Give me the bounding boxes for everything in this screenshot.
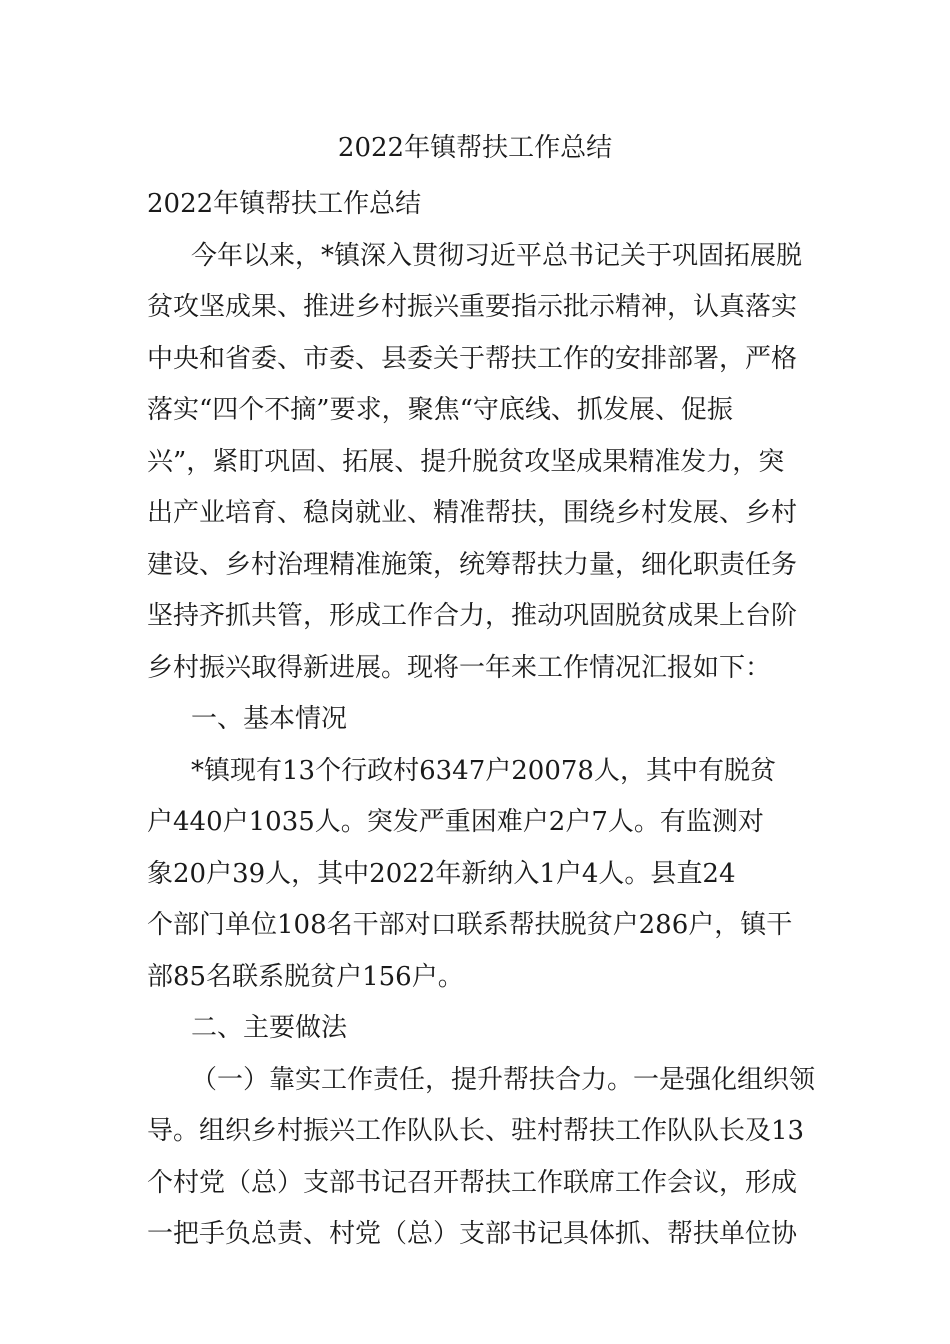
subtitle-line: 2022年镇帮扶工作总结 xyxy=(147,189,422,219)
paragraph-line: 出产业培育、稳岗就业、精准帮扶，围绕乡村发展、乡村 xyxy=(147,498,798,528)
paragraph-line: 象20户39人，其中2022年新纳入1户4人。县直24 xyxy=(147,858,736,889)
document-body xyxy=(147,179,816,1261)
paragraph-line: 个村党（总）支部书记召开帮扶工作联席工作会议，形成 xyxy=(147,1167,798,1198)
paragraph-line: 贫攻坚成果、推进乡村振兴重要指示批示精神，认真落实 xyxy=(147,292,798,322)
paragraph-line: 坚持齐抓共管，形成工作合力，推动巩固脱贫成果上台阶 xyxy=(147,601,798,631)
paragraph-line: （一）靠实工作责任，提升帮扶合力。一是强化组织领 xyxy=(191,1064,816,1095)
paragraph-line: 个部门单位108名干部对口联系帮扶脱贫户286户，镇干 xyxy=(147,910,793,940)
paragraph-line: 中央和省委、市委、县委关于帮扶工作的安排部署，严格 xyxy=(147,343,798,374)
paragraph-line: 建设、乡村治理精准施策，统筹帮扶力量，细化职责任务 xyxy=(147,549,798,580)
document-title: 2022年镇帮扶工作总结 xyxy=(337,133,613,163)
paragraph-line: 导。组织乡村振兴工作队队长、驻村帮扶工作队队长及13 xyxy=(147,1116,805,1146)
paragraph-line: 部85名联系脱贫户156户。 xyxy=(147,961,464,992)
paragraph-line: *镇现有13个行政村6347户20078人，其中有脱贫 xyxy=(191,755,776,786)
paragraph-line: 落实“四个不摘”要求，聚焦“守底线、抓发展、促振 xyxy=(147,395,733,425)
paragraph-line: 户440户1035人。突发严重困难户2户7人。有监测对 xyxy=(147,807,764,837)
section-heading: 一、基本情况 xyxy=(191,704,348,734)
section-heading: 二、主要做法 xyxy=(191,1013,348,1043)
paragraph-line: 兴”，紧盯巩固、拓展、提升脱贫攻坚成果精准发力，突 xyxy=(147,446,785,477)
paragraph-line: 一把手负总责、村党（总）支部书记具体抓、帮扶单位协 xyxy=(147,1219,798,1249)
paragraph-line: 今年以来，*镇深入贯彻习近平总书记关于巩固拓展脱 xyxy=(191,240,803,271)
paragraph-line: 乡村振兴取得新进展。现将一年来工作情况汇报如下： xyxy=(147,652,772,683)
